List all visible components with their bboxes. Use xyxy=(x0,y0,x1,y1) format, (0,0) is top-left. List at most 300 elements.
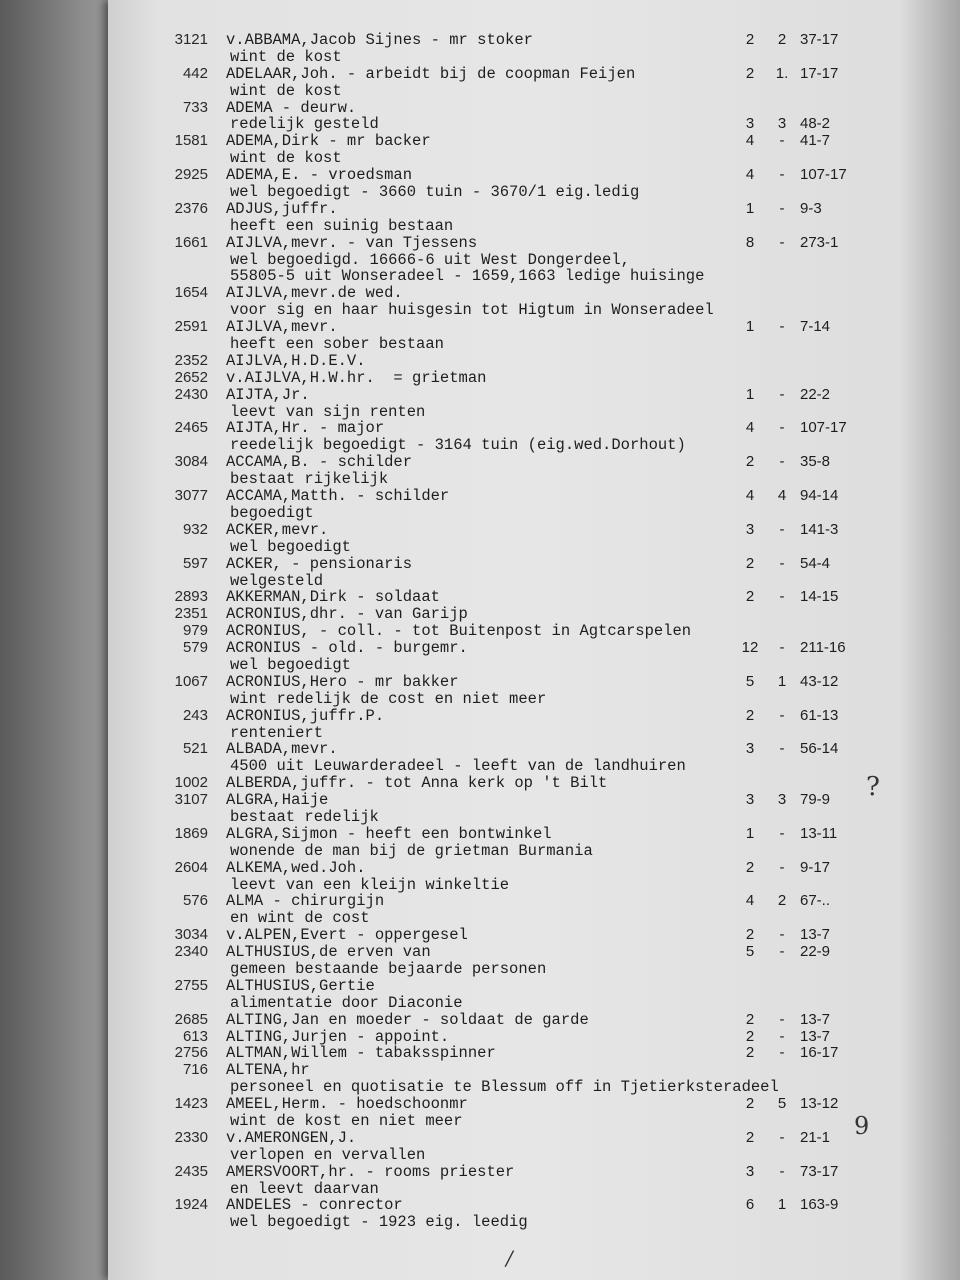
entry-amount: 73-17 xyxy=(800,1162,839,1180)
entry-count-b: - xyxy=(779,419,785,437)
entry-count-a: 1 xyxy=(745,318,755,336)
entry-count-b: - xyxy=(779,1162,785,1180)
entry-main-line xyxy=(0,522,960,539)
entry-number: 2756 xyxy=(174,1044,208,1062)
entry-amount: 9-17 xyxy=(800,858,831,876)
entry-main-line xyxy=(0,1164,960,1181)
entry-note-line xyxy=(0,1214,960,1231)
register-entry xyxy=(0,1164,960,1198)
entry-count-a: 2 xyxy=(745,31,755,48)
entry-count-b: - xyxy=(779,588,785,606)
entry-count-b: 1 xyxy=(777,1196,787,1214)
register-entry xyxy=(0,944,960,978)
entry-main-line xyxy=(0,927,960,944)
entry-name: ACKER,mevr. xyxy=(226,520,329,539)
entry-note-line xyxy=(0,150,960,167)
entry-note: 4500 uit Leuwarderadeel - leeft van de landhuiren xyxy=(230,757,686,776)
entry-number: 2435 xyxy=(174,1162,208,1180)
entry-count-a: 4 xyxy=(745,487,755,505)
entry-main-line xyxy=(0,775,960,792)
entry-number: 3084 xyxy=(174,453,208,471)
entry-number: 1654 xyxy=(174,284,208,302)
entry-number: 1869 xyxy=(174,824,208,842)
entry-count-a: 12 xyxy=(741,639,759,657)
entry-name: ADEMA - deurw. xyxy=(226,98,357,117)
entry-main-line xyxy=(0,978,960,995)
register-entry xyxy=(0,927,960,944)
entry-number: 3107 xyxy=(174,791,208,809)
register-entry xyxy=(0,1045,960,1062)
entry-note-line xyxy=(0,184,960,201)
entry-number: 1661 xyxy=(174,233,208,251)
entry-main-line xyxy=(0,420,960,437)
entry-number: 1423 xyxy=(174,1095,208,1113)
entry-amount: 94-14 xyxy=(800,487,839,505)
entry-amount: 56-14 xyxy=(800,740,839,758)
entry-note: personeel en quotisatie te Blessum off in Tjetierksteradeel xyxy=(230,1078,779,1097)
entry-count-b: 5 xyxy=(777,1095,787,1113)
entry-count-a: 3 xyxy=(745,520,755,538)
entry-note-line xyxy=(0,268,960,285)
entry-amount: 163-9 xyxy=(800,1196,839,1214)
entry-number: 1924 xyxy=(174,1196,208,1214)
entry-count-b: - xyxy=(779,1027,785,1045)
entry-number: 2591 xyxy=(174,318,208,336)
entry-main-line xyxy=(0,387,960,404)
entry-count-b: - xyxy=(779,233,785,251)
entry-main-line xyxy=(0,640,960,657)
entry-note-line xyxy=(0,1113,960,1130)
entry-name: AIJLVA,mevr. - van Tjessens xyxy=(226,233,478,252)
entry-note: en wint de cost xyxy=(230,909,370,928)
register-entry xyxy=(0,1012,960,1029)
entry-amount: 22-9 xyxy=(800,943,831,961)
entry-note-line xyxy=(0,218,960,235)
entry-count-b: - xyxy=(779,926,785,944)
register-entry xyxy=(0,893,960,927)
entry-count-b: - xyxy=(779,1044,785,1062)
entry-main-line xyxy=(0,1130,960,1147)
entry-number: 2330 xyxy=(174,1128,208,1146)
entry-number: 613 xyxy=(182,1027,208,1045)
entry-count-a: 1 xyxy=(745,385,755,403)
entry-note-line xyxy=(0,995,960,1012)
entry-number: 442 xyxy=(182,64,208,82)
entry-amount: 13-7 xyxy=(800,1010,831,1028)
entry-name: ALBADA,mevr. xyxy=(226,740,338,759)
entry-name: v.ALPEN,Evert - oppergesel xyxy=(226,926,468,945)
register-entry xyxy=(0,826,960,860)
entry-note-line xyxy=(0,49,960,66)
entry-note: wint de kost en niet meer xyxy=(230,1112,463,1130)
entry-count-a: 4 xyxy=(745,892,755,910)
entry-number: 2652 xyxy=(174,368,208,386)
entry-main-line xyxy=(0,1045,960,1062)
entry-main-line xyxy=(0,708,960,725)
entry-name: ALTING,Jurjen - appoint. xyxy=(226,1027,450,1046)
entry-amount: 22-2 xyxy=(800,385,831,403)
entry-note: bestaat redelijk xyxy=(230,807,379,826)
entry-note-line xyxy=(0,336,960,353)
entry-number: 1002 xyxy=(174,774,208,792)
entry-name: ADJUS,juffr. xyxy=(226,199,338,218)
entry-count-a: 4 xyxy=(745,132,755,150)
entry-count-b: - xyxy=(779,639,785,657)
entry-note-line xyxy=(0,573,960,590)
entry-count-a: 6 xyxy=(745,1196,755,1214)
entry-count-a: 2 xyxy=(745,453,755,471)
entry-note: renteniert xyxy=(230,723,324,742)
entry-number: 2352 xyxy=(174,351,208,369)
register-entry xyxy=(0,1130,960,1164)
entry-note-line xyxy=(0,539,960,556)
entry-name: ALTHUSIUS,Gertie xyxy=(226,976,375,995)
entry-amount: 48-2 xyxy=(800,115,831,133)
entry-note: redelijk gesteld xyxy=(230,115,379,134)
entry-amount: 37-17 xyxy=(800,31,839,48)
entry-count-b: - xyxy=(779,453,785,471)
entry-number: 521 xyxy=(182,740,208,758)
entry-note: en leevt daarvan xyxy=(230,1179,379,1198)
register-entry xyxy=(0,708,960,742)
entry-count-b: - xyxy=(779,943,785,961)
entry-name: AIJLVA,H.D.E.V. xyxy=(226,351,366,370)
entry-amount: 79-9 xyxy=(800,791,831,809)
entry-note-line xyxy=(0,758,960,775)
entry-amount: 13-7 xyxy=(800,1027,831,1045)
entry-main-line xyxy=(0,353,960,370)
entry-count-a: 2 xyxy=(745,1027,755,1045)
entry-main-line xyxy=(0,606,960,623)
entry-amount: 273-1 xyxy=(800,233,839,251)
entry-note: begoedigt xyxy=(230,503,314,522)
entry-count-a: 2 xyxy=(745,858,755,876)
entry-note-line xyxy=(0,1079,960,1096)
entry-number: 2925 xyxy=(174,166,208,184)
entry-amount: 7-14 xyxy=(800,318,831,336)
entry-main-line xyxy=(0,100,960,117)
register-entry xyxy=(0,420,960,454)
entry-main-line xyxy=(0,623,960,640)
entry-amount: 14-15 xyxy=(800,588,839,606)
entry-name: ALKEMA,wed.Joh. xyxy=(226,858,366,877)
entry-count-a: 4 xyxy=(745,166,755,184)
entry-name: AMEEL,Herm. - hoedschoonmr xyxy=(226,1095,468,1114)
register-entry xyxy=(0,589,960,606)
entry-note-line xyxy=(0,252,960,269)
register-entry xyxy=(0,1096,960,1130)
entry-count-a: 3 xyxy=(745,791,755,809)
entry-count-a: 3 xyxy=(745,1162,755,1180)
entry-note: wint de kost xyxy=(230,47,342,66)
entry-name: ACRONIUS,juffr.P. xyxy=(226,706,385,725)
entry-note-continued: 55805-5 uit Wonseradeel - 1659,1663 ledige huisinge xyxy=(230,267,705,286)
entry-note-line xyxy=(0,1147,960,1164)
entry-name: ALGRA,Sijmon - heeft een bontwinkel xyxy=(226,824,552,843)
entry-main-line xyxy=(0,454,960,471)
entry-note-line xyxy=(0,725,960,742)
entry-note: alimentatie door Diaconie xyxy=(230,993,463,1012)
entry-number: 979 xyxy=(182,622,208,640)
entry-number: 1067 xyxy=(174,672,208,690)
entry-name: v.AIJLVA,H.W.hr. = grietman xyxy=(226,368,487,387)
entry-amount: 41-7 xyxy=(800,132,831,150)
entry-name: ALGRA,Haije xyxy=(226,791,329,810)
entry-main-line xyxy=(0,66,960,83)
entry-count-b: 2 xyxy=(777,892,787,910)
entry-number: 2893 xyxy=(174,588,208,606)
register-entry xyxy=(0,623,960,640)
entry-note-line xyxy=(0,1181,960,1198)
entry-note: voor sig en haar huisgesin tot Higtum in Wonseradeel xyxy=(230,301,714,320)
entry-main-line xyxy=(0,944,960,961)
entry-name: AKKERMAN,Dirk - soldaat xyxy=(226,588,440,607)
entry-name: AIJLVA,mevr. xyxy=(226,318,338,337)
entry-count-a: 5 xyxy=(745,672,755,690)
entry-count-a: 2 xyxy=(745,1044,755,1062)
entry-count-b: - xyxy=(779,858,785,876)
entry-count-a: 2 xyxy=(745,926,755,944)
entry-amount: 13-7 xyxy=(800,926,831,944)
entry-number: 932 xyxy=(182,520,208,538)
register-entry xyxy=(0,370,960,387)
entry-amount: 21-1 xyxy=(800,1128,831,1146)
entry-count-b: - xyxy=(779,520,785,538)
entry-note: wel begoedigt - 1923 eig. leedig xyxy=(230,1213,528,1232)
entry-main-line xyxy=(0,826,960,843)
entry-name: ALTHUSIUS,de erven van xyxy=(226,943,431,962)
entry-amount: 211-16 xyxy=(800,639,846,657)
entry-count-b: - xyxy=(779,132,785,150)
entry-name: AIJLVA,mevr.de wed. xyxy=(226,284,403,303)
entry-amount: 54-4 xyxy=(800,554,831,572)
entry-note: welgesteld xyxy=(230,571,324,590)
entry-main-line xyxy=(0,319,960,336)
entry-name: ADEMA,E. - vroedsman xyxy=(226,166,413,185)
register-entry xyxy=(0,978,960,1012)
entry-note: wel begoedigd. 16666-6 uit West Dongerdeel, xyxy=(230,250,630,269)
entry-count-b: 2 xyxy=(777,31,787,48)
entry-number: 597 xyxy=(182,554,208,572)
entry-name: ALTING,Jan en moeder - soldaat de garde xyxy=(226,1010,589,1029)
entry-count-a: 2 xyxy=(745,554,755,572)
entry-note-line xyxy=(0,910,960,927)
register-entry xyxy=(0,100,960,134)
entry-note-line xyxy=(0,877,960,894)
entry-count-a: 2 xyxy=(745,64,755,82)
entry-name: ALBERDA,juffr. - tot Anna kerk op 't Bilt xyxy=(226,774,608,793)
entry-number: 2430 xyxy=(174,385,208,403)
entry-note: wint de kost xyxy=(230,81,342,100)
entry-count-a: 5 xyxy=(745,943,755,961)
entry-main-line xyxy=(0,589,960,606)
entry-main-line xyxy=(0,1012,960,1029)
entry-main-line xyxy=(0,1062,960,1079)
entry-note: wonende de man bij de grietman Burmania xyxy=(230,841,593,860)
entry-number: 2604 xyxy=(174,858,208,876)
register-entry xyxy=(0,556,960,590)
entry-name: ACCAMA,B. - schilder xyxy=(226,453,413,472)
entry-note-line xyxy=(0,471,960,488)
entry-number: 2685 xyxy=(174,1010,208,1028)
entry-count-a: 2 xyxy=(745,1128,755,1146)
entry-note-line xyxy=(0,116,960,133)
entry-number: 2351 xyxy=(174,605,208,623)
entry-main-line xyxy=(0,1029,960,1046)
entry-number: 1581 xyxy=(174,132,208,150)
register-entry xyxy=(0,606,960,623)
register-entry xyxy=(0,741,960,775)
entry-amount: 61-13 xyxy=(800,706,839,724)
handwritten-nine: 9 xyxy=(854,1112,870,1140)
entry-amount: 13-12 xyxy=(800,1095,839,1113)
entry-note: reedelijk begoedigt - 3164 tuin (eig.wed.Dorhout) xyxy=(230,436,686,455)
entry-note-line xyxy=(0,437,960,454)
entry-note: wel begoedigt xyxy=(230,655,351,674)
entry-count-b: - xyxy=(779,166,785,184)
entry-amount: 13-11 xyxy=(800,824,838,842)
register-entry xyxy=(0,285,960,319)
entry-number: 3034 xyxy=(174,926,208,944)
entry-amount: 17-17 xyxy=(800,64,839,82)
entry-note-line xyxy=(0,505,960,522)
register-entry xyxy=(0,454,960,488)
entry-number: 2340 xyxy=(174,943,208,961)
entry-note: wel begoedigt - 3660 tuin - 3670/1 eig.ledig xyxy=(230,183,640,202)
entry-name: ADELAAR,Joh. - arbeidt bij de coopman Feijen xyxy=(226,64,636,83)
entry-main-line xyxy=(0,741,960,758)
entry-name: ADEMA,Dirk - mr backer xyxy=(226,132,431,151)
entry-main-line xyxy=(0,488,960,505)
entry-count-b: - xyxy=(779,1010,785,1028)
entry-count-b: - xyxy=(779,318,785,336)
register-entry xyxy=(0,133,960,167)
register-entry xyxy=(0,522,960,556)
entry-number: 2465 xyxy=(174,419,208,437)
entry-amount: 35-8 xyxy=(800,453,831,471)
entry-main-line xyxy=(0,556,960,573)
entry-note-line xyxy=(0,83,960,100)
entry-note-line xyxy=(0,302,960,319)
register-entry xyxy=(0,201,960,235)
entry-count-b: 3 xyxy=(777,791,787,809)
entry-amount: 107-17 xyxy=(800,166,847,184)
entry-name: ACRONIUS,Hero - mr bakker xyxy=(226,672,459,691)
entry-note: leevt van een kleijn winkeltie xyxy=(230,875,510,894)
entry-count-b: 1. xyxy=(775,64,789,82)
register-entry xyxy=(0,387,960,421)
entry-count-b: - xyxy=(779,385,785,403)
entry-note: heeft een sober bestaan xyxy=(230,335,444,354)
entry-main-line xyxy=(0,1197,960,1214)
entry-count-b: - xyxy=(779,824,785,842)
entry-amount: 107-17 xyxy=(800,419,847,437)
entry-number: 2755 xyxy=(174,976,208,994)
entry-note: wel begoedigt xyxy=(230,537,351,556)
entry-count-b: - xyxy=(779,740,785,758)
entry-count-a: 2 xyxy=(745,706,755,724)
entry-number: 579 xyxy=(182,639,208,657)
entry-name: AIJTA,Jr. xyxy=(226,385,310,404)
entry-name: v.AMERONGEN,J. xyxy=(226,1128,357,1147)
register-entry xyxy=(0,674,960,708)
entry-name: AIJTA,Hr. - major xyxy=(226,419,385,438)
register-entry xyxy=(0,353,960,370)
entry-note-line xyxy=(0,404,960,421)
entry-note-line xyxy=(0,843,960,860)
entry-count-b: 1 xyxy=(777,672,787,690)
entry-name: ANDELES - conrector xyxy=(226,1196,403,1215)
entry-main-line xyxy=(0,370,960,387)
register-entry xyxy=(0,319,960,353)
entry-main-line xyxy=(0,1096,960,1113)
entry-main-line xyxy=(0,201,960,218)
entry-name: ACRONIUS,dhr. - van Garijp xyxy=(226,605,468,624)
entry-note: gemeen bestaande bejaarde personen xyxy=(230,959,547,978)
entry-count-b: - xyxy=(779,706,785,724)
entry-count-a: 3 xyxy=(745,115,755,133)
entry-main-line xyxy=(0,674,960,691)
entry-main-line xyxy=(0,235,960,252)
entry-count-b: - xyxy=(779,1128,785,1146)
entry-amount: 141-3 xyxy=(800,520,839,538)
entry-count-a: 3 xyxy=(745,740,755,758)
entry-name: ACKER, - pensionaris xyxy=(226,554,413,573)
entry-note: wint redelijk de cost en niet meer xyxy=(230,689,547,708)
entry-count-b: - xyxy=(779,199,785,217)
entry-number: 243 xyxy=(182,706,208,724)
entry-main-line xyxy=(0,32,960,49)
entry-number: 716 xyxy=(182,1061,208,1079)
entry-amount: 43-12 xyxy=(800,672,839,690)
register-entry xyxy=(0,1029,960,1046)
entry-name: ACRONIUS, - coll. - tot Buitenpost in Agtcarspelen xyxy=(226,622,692,641)
entry-name: v.ABBAMA,Jacob Sijnes - mr stoker xyxy=(226,31,533,49)
entry-note-line xyxy=(0,961,960,978)
entry-name: ACRONIUS - old. - burgemr. xyxy=(226,639,468,658)
register-entry xyxy=(0,792,960,826)
entry-main-line xyxy=(0,285,960,302)
entry-count-b: 3 xyxy=(777,115,787,133)
entry-count-a: 2 xyxy=(745,588,755,606)
entry-amount: 16-17 xyxy=(800,1044,839,1062)
register-entry xyxy=(0,488,960,522)
entry-name: ALTENA,hr xyxy=(226,1061,310,1080)
entry-note: heeft een suinig bestaan xyxy=(230,216,454,235)
handwritten-question-mark: ? xyxy=(866,772,880,802)
register-entry xyxy=(0,860,960,894)
entry-amount: 67-.. xyxy=(800,892,831,910)
entry-number: 576 xyxy=(182,892,208,910)
register-entry xyxy=(0,32,960,66)
entry-note-line xyxy=(0,657,960,674)
entry-note: bestaat rijkelijk xyxy=(230,470,389,489)
entry-count-a: 4 xyxy=(745,419,755,437)
entry-main-line xyxy=(0,167,960,184)
entry-note: leevt van sijn renten xyxy=(230,402,426,421)
entry-amount: 9-3 xyxy=(800,199,822,217)
entry-note-line xyxy=(0,691,960,708)
entry-count-a: 2 xyxy=(745,1010,755,1028)
entry-name: ALMA - chirurgijn xyxy=(226,892,385,911)
register-entry xyxy=(0,1062,960,1096)
entry-count-a: 8 xyxy=(745,233,755,251)
entry-note: wint de kost xyxy=(230,149,342,168)
entry-count-a: 1 xyxy=(745,824,755,842)
entry-number: 3121 xyxy=(174,31,208,48)
entry-number: 2376 xyxy=(174,199,208,217)
entry-count-a: 1 xyxy=(745,199,755,217)
